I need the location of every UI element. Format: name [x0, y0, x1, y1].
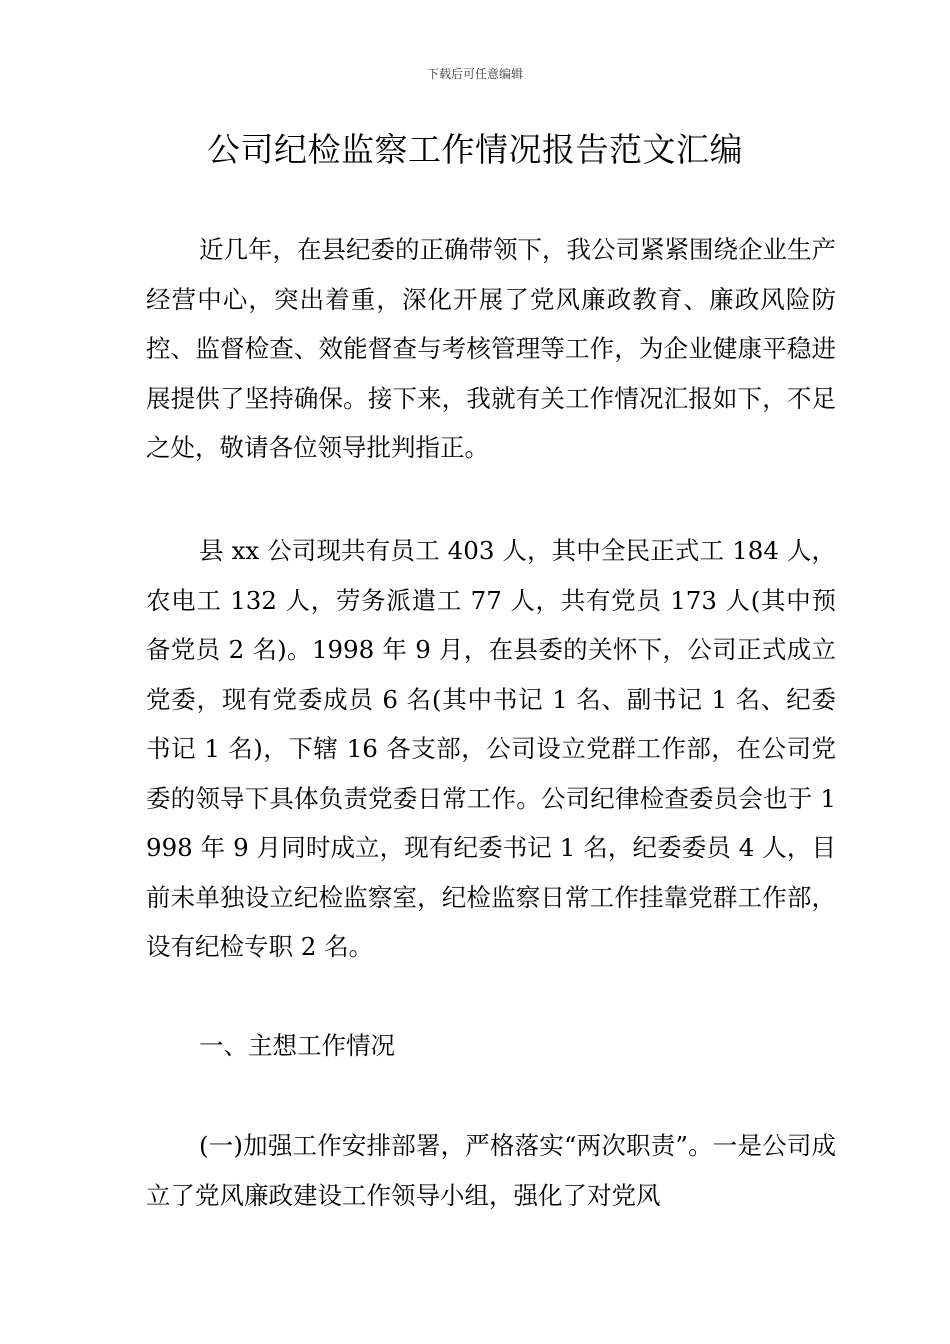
paragraph-intro: 近几年，在县纪委的正确带领下，我公司紧紧围绕企业生产经营中心，突出着重，深化开展了党风廉政教育、廉政风险防控、监督检查、效能督查与考核管理等工作，为企业健康平稳进展提供了坚持确保。接下来，我就有关工作情况汇报如下，不足之处，敬请各位领导批判指正。: [146, 235, 836, 462]
header-note: 下载后可任意编辑: [426, 67, 523, 81]
document-title: 公司纪检监察工作情况报告范文汇编: [207, 130, 743, 169]
paragraph-subsection-one: (一)加强工作安排部署，严格落实“两次职责”。一是公司成立了党风廉政建设工作领导小组，强化了对党风: [146, 1131, 836, 1210]
paragraph-company-overview: 县 xx 公司现共有员工 403 人，其中全民正式工 184 人，农电工 132 人，劳务派遣工 77 人，共有党员 173 人(其中预备党员 2 名)。1998 年 9 月，在县委的关怀下，公司正式成立党委，现有党委成员 6 名(其中书记 1 名、副书记 1 名、纪委书记 1 名)，下辖 16 各支部，公司设立党群工作部，在公司党委的领导下具体负责党委日常工作。公司纪律检查委员会也于 1998 年 9 月同时成立，现有纪委书记 1 名，纪委委员 4 人，目前未单独设立纪检监察室，纪检监察日常工作挂靠党群工作部，设有纪检专职 2 名。: [146, 536, 836, 961]
section-heading: 一、主想工作情况: [199, 1031, 395, 1060]
